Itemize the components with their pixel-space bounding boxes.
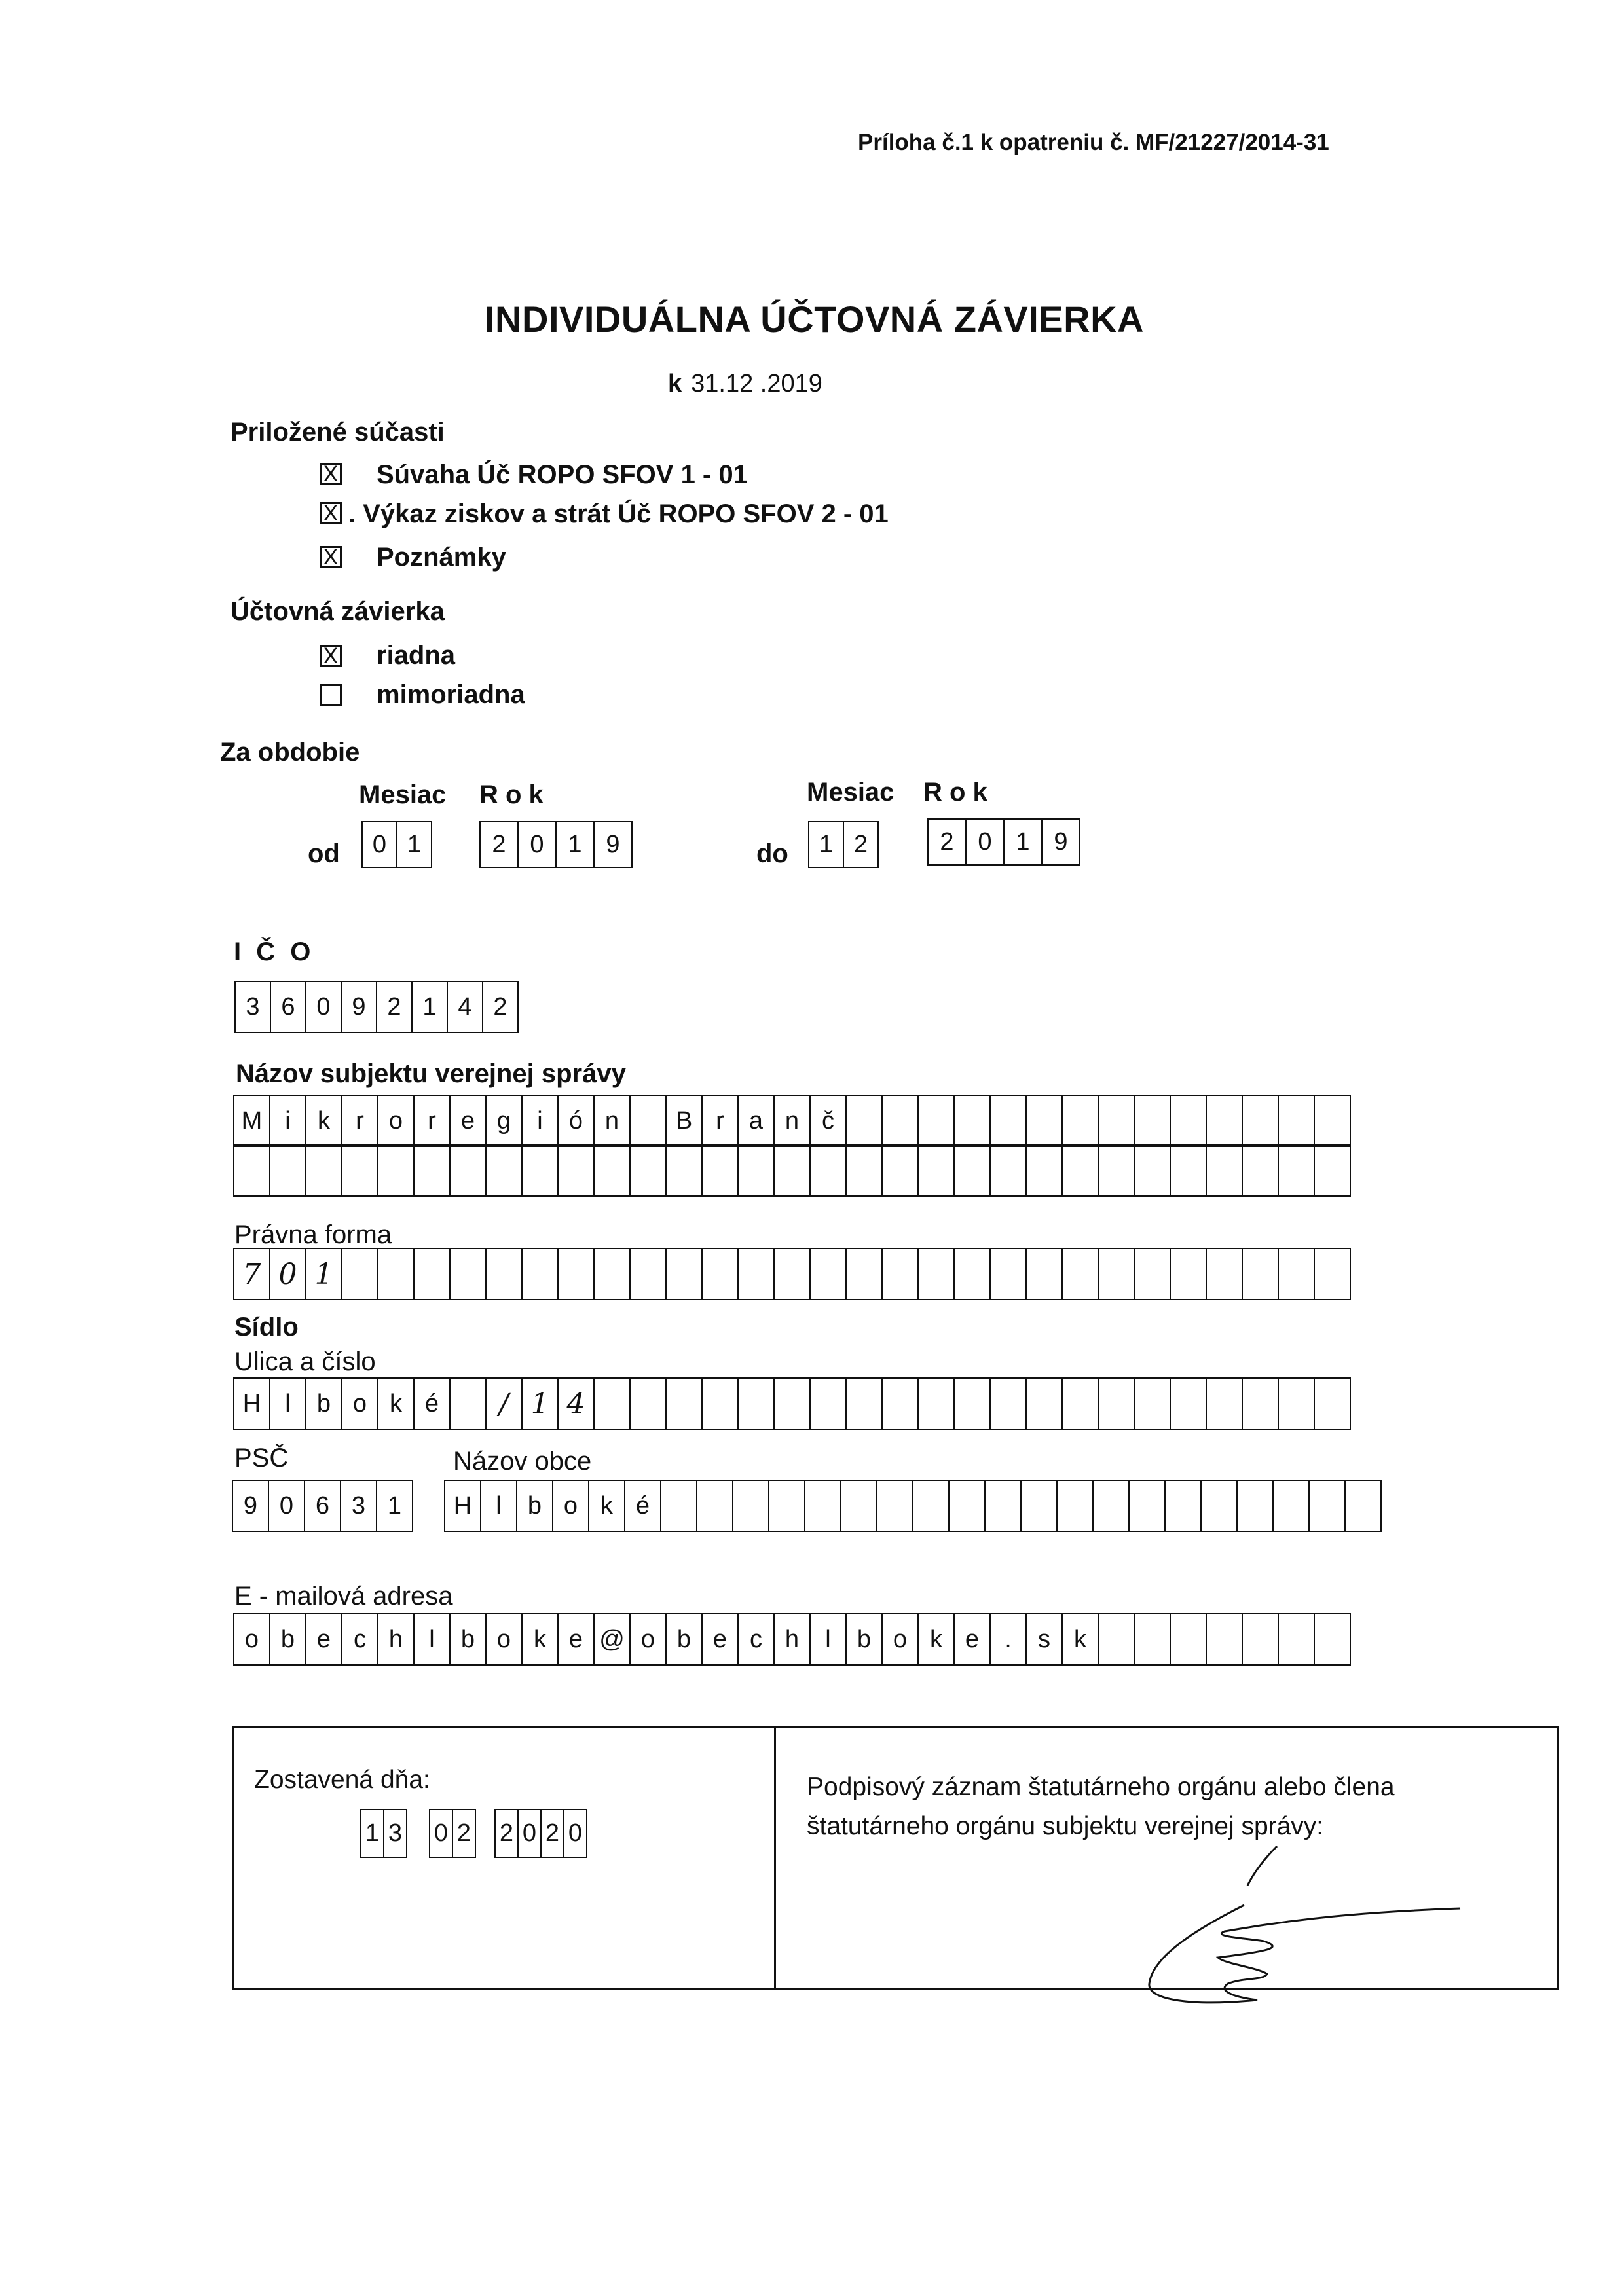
legal-form-field[interactable]: [234, 1249, 1351, 1300]
char-cell[interactable]: [1242, 1613, 1279, 1666]
char-cell[interactable]: o: [341, 1377, 378, 1430]
char-cell[interactable]: [521, 1248, 559, 1300]
char-cell[interactable]: o: [629, 1613, 667, 1666]
char-cell[interactable]: H: [444, 1480, 481, 1532]
digit-cell[interactable]: 0: [563, 1809, 587, 1858]
attachment-checkbox-balance[interactable]: X: [320, 463, 342, 485]
digit-cell[interactable]: 1: [396, 821, 432, 868]
signature-stroke: [1149, 1905, 1460, 2003]
char-cell[interactable]: e: [449, 1095, 487, 1147]
char-cell[interactable]: 3: [340, 1480, 377, 1532]
char-cell[interactable]: [917, 1377, 955, 1430]
char-cell[interactable]: l: [269, 1377, 306, 1430]
digit-cell[interactable]: 0: [965, 818, 1005, 866]
digit-cell[interactable]: 1: [360, 1809, 384, 1858]
char-cell[interactable]: g: [485, 1095, 523, 1147]
digit-cell[interactable]: 2: [927, 818, 967, 866]
char-cell[interactable]: 3: [234, 981, 271, 1033]
period-from-month-label: Mesiac: [359, 780, 447, 809]
char-cell[interactable]: h: [377, 1613, 415, 1666]
char-cell[interactable]: [881, 1144, 919, 1197]
char-cell[interactable]: [845, 1144, 883, 1197]
char-cell[interactable]: [1242, 1095, 1279, 1147]
char-cell[interactable]: [917, 1248, 955, 1300]
char-cell[interactable]: [809, 1248, 847, 1300]
digit-cell[interactable]: 2: [479, 821, 519, 868]
char-cell[interactable]: [629, 1377, 667, 1430]
char-cell[interactable]: [809, 1144, 847, 1197]
char-cell[interactable]: [1061, 1095, 1099, 1147]
char-cell[interactable]: [1344, 1480, 1382, 1532]
char-cell[interactable]: [1206, 1144, 1243, 1197]
psc-field[interactable]: [233, 1481, 413, 1532]
char-cell[interactable]: [660, 1480, 697, 1532]
attachment-checkbox-notes[interactable]: X: [320, 546, 342, 568]
char-cell[interactable]: [1308, 1480, 1346, 1532]
char-cell[interactable]: b: [269, 1613, 306, 1666]
period-from-label: od: [308, 839, 340, 868]
char-cell[interactable]: [485, 1144, 523, 1197]
char-cell[interactable]: [1314, 1377, 1351, 1430]
char-cell[interactable]: [1025, 1144, 1063, 1197]
digit-cell[interactable]: 1: [808, 821, 844, 868]
char-cell[interactable]: l: [413, 1613, 451, 1666]
char-cell[interactable]: k: [1061, 1613, 1099, 1666]
char-cell[interactable]: [1025, 1095, 1063, 1147]
form-reference: Príloha č.1 k opatreniu č. MF/21227/2014-31: [858, 130, 1329, 155]
char-cell[interactable]: e: [701, 1613, 739, 1666]
char-cell[interactable]: [521, 1144, 559, 1197]
attachments-heading: Priložené súčasti: [231, 418, 445, 446]
char-cell[interactable]: [881, 1095, 919, 1147]
digit-cell[interactable]: 0: [517, 821, 557, 868]
as-of-value: 31.12 .2019: [691, 370, 822, 397]
attachment-checkbox-income[interactable]: X: [320, 502, 342, 524]
char-cell[interactable]: 0: [268, 1480, 305, 1532]
char-cell[interactable]: [1020, 1480, 1058, 1532]
char-cell[interactable]: [593, 1144, 631, 1197]
char-cell[interactable]: [1170, 1095, 1207, 1147]
char-cell[interactable]: [1134, 1095, 1171, 1147]
char-cell[interactable]: r: [413, 1095, 451, 1147]
period-from-year[interactable]: [481, 822, 633, 868]
char-cell[interactable]: [953, 1248, 991, 1300]
char-cell[interactable]: [881, 1377, 919, 1430]
char-cell[interactable]: [917, 1095, 955, 1147]
char-cell[interactable]: [665, 1144, 703, 1197]
char-cell[interactable]: h: [773, 1613, 811, 1666]
char-cell[interactable]: [701, 1377, 739, 1430]
period-heading: Za obdobie: [220, 738, 360, 767]
digit-cell[interactable]: 2: [452, 1809, 476, 1858]
char-cell[interactable]: [557, 1248, 595, 1300]
char-cell[interactable]: n: [593, 1095, 631, 1147]
char-cell[interactable]: [989, 1248, 1027, 1300]
char-cell[interactable]: [989, 1377, 1027, 1430]
char-cell[interactable]: [809, 1377, 847, 1430]
char-cell[interactable]: [233, 1144, 270, 1197]
seat-heading: Sídlo: [234, 1313, 299, 1341]
street-field[interactable]: [234, 1379, 1351, 1430]
char-cell[interactable]: b: [305, 1377, 342, 1430]
period-to-year-label: R o k: [923, 778, 987, 807]
compiled-year[interactable]: [496, 1810, 587, 1858]
char-cell[interactable]: [269, 1144, 306, 1197]
char-cell[interactable]: [917, 1144, 955, 1197]
char-cell[interactable]: l: [809, 1613, 847, 1666]
digit-cell[interactable]: 2: [843, 821, 879, 868]
char-cell[interactable]: .: [989, 1613, 1027, 1666]
digit-cell[interactable]: 9: [1041, 818, 1080, 866]
char-cell[interactable]: k: [588, 1480, 625, 1532]
char-cell[interactable]: [1098, 1377, 1135, 1430]
char-cell[interactable]: [377, 1144, 415, 1197]
char-cell[interactable]: c: [737, 1613, 775, 1666]
char-cell[interactable]: b: [449, 1613, 487, 1666]
char-cell[interactable]: [341, 1144, 378, 1197]
char-cell[interactable]: [1056, 1480, 1094, 1532]
char-cell[interactable]: [1314, 1613, 1351, 1666]
char-cell[interactable]: [773, 1377, 811, 1430]
char-cell[interactable]: [984, 1480, 1022, 1532]
attachment-label-notes: Poznámky: [377, 543, 506, 572]
char-cell[interactable]: [1170, 1377, 1207, 1430]
char-cell[interactable]: [953, 1095, 991, 1147]
char-cell[interactable]: [804, 1480, 841, 1532]
compiled-day[interactable]: [361, 1810, 407, 1858]
char-cell[interactable]: 2: [482, 981, 519, 1033]
char-cell[interactable]: s: [1025, 1613, 1063, 1666]
char-cell[interactable]: [1206, 1095, 1243, 1147]
char-cell[interactable]: [1278, 1144, 1315, 1197]
char-cell[interactable]: H: [233, 1377, 270, 1430]
char-cell[interactable]: o: [552, 1480, 589, 1532]
char-cell[interactable]: 4: [557, 1377, 595, 1430]
statement-label-regular: riadna: [377, 641, 456, 670]
char-cell[interactable]: [737, 1248, 775, 1300]
char-cell[interactable]: [845, 1248, 883, 1300]
char-cell[interactable]: i: [269, 1095, 306, 1147]
char-cell[interactable]: [696, 1480, 733, 1532]
char-cell[interactable]: 2: [376, 981, 413, 1033]
digit-cell[interactable]: 9: [593, 821, 633, 868]
char-cell[interactable]: [1098, 1144, 1135, 1197]
char-cell[interactable]: [953, 1144, 991, 1197]
char-cell[interactable]: [593, 1248, 631, 1300]
char-cell[interactable]: [629, 1248, 667, 1300]
char-cell[interactable]: [1200, 1480, 1238, 1532]
attachment-label-income: . Výkaz ziskov a strát Úč ROPO SFOV 2 - 01: [348, 500, 889, 528]
char-cell[interactable]: [1098, 1613, 1135, 1666]
char-cell[interactable]: [1314, 1248, 1351, 1300]
char-cell[interactable]: e: [305, 1613, 342, 1666]
as-of-date: [668, 370, 822, 398]
char-cell[interactable]: [768, 1480, 805, 1532]
period-to-month-label: Mesiac: [807, 778, 895, 807]
char-cell[interactable]: [449, 1144, 487, 1197]
char-cell[interactable]: b: [516, 1480, 553, 1532]
char-cell[interactable]: [1314, 1144, 1351, 1197]
char-cell[interactable]: [1278, 1613, 1315, 1666]
psc-label: PSČ: [234, 1444, 289, 1472]
char-cell[interactable]: @: [593, 1613, 631, 1666]
char-cell[interactable]: [1242, 1144, 1279, 1197]
char-cell[interactable]: /: [485, 1377, 523, 1430]
char-cell[interactable]: 6: [304, 1480, 341, 1532]
statement-type-heading: Účtovná závierka: [231, 597, 445, 626]
char-cell[interactable]: [1134, 1613, 1171, 1666]
char-cell[interactable]: [773, 1248, 811, 1300]
attachment-label-balance: Súvaha Úč ROPO SFOV 1 - 01: [377, 460, 748, 489]
char-cell[interactable]: [1098, 1095, 1135, 1147]
char-cell[interactable]: [1206, 1377, 1243, 1430]
char-cell[interactable]: [629, 1144, 667, 1197]
char-cell[interactable]: 0: [305, 981, 342, 1033]
digit-cell[interactable]: 3: [383, 1809, 407, 1858]
char-cell[interactable]: [845, 1377, 883, 1430]
char-cell[interactable]: [1025, 1248, 1063, 1300]
char-cell[interactable]: 1: [521, 1377, 559, 1430]
char-cell[interactable]: [1092, 1480, 1130, 1532]
statement-checkbox-regular[interactable]: X: [320, 645, 342, 667]
char-cell[interactable]: a: [737, 1095, 775, 1147]
period-from-year-label: R o k: [479, 780, 544, 809]
char-cell[interactable]: [1134, 1144, 1171, 1197]
city-label: Názov obce: [453, 1447, 592, 1476]
char-cell[interactable]: [485, 1248, 523, 1300]
char-cell[interactable]: 0: [269, 1248, 306, 1300]
char-cell[interactable]: [701, 1248, 739, 1300]
ico-label: I Č O: [234, 938, 315, 966]
char-cell[interactable]: o: [233, 1613, 270, 1666]
compiled-label: Zostavená dňa:: [254, 1766, 430, 1794]
char-cell[interactable]: o: [377, 1095, 415, 1147]
char-cell[interactable]: c: [341, 1613, 378, 1666]
footer-divider: [774, 1726, 776, 1990]
char-cell[interactable]: [1206, 1248, 1243, 1300]
digit-cell[interactable]: 0: [361, 821, 397, 868]
char-cell[interactable]: [449, 1377, 487, 1430]
char-cell[interactable]: [953, 1377, 991, 1430]
char-cell[interactable]: [413, 1248, 451, 1300]
char-cell[interactable]: [665, 1377, 703, 1430]
char-cell[interactable]: 1: [376, 1480, 413, 1532]
char-cell[interactable]: [701, 1144, 739, 1197]
char-cell[interactable]: [413, 1144, 451, 1197]
char-cell[interactable]: [1170, 1248, 1207, 1300]
char-cell[interactable]: [1061, 1144, 1099, 1197]
char-cell[interactable]: k: [377, 1377, 415, 1430]
char-cell[interactable]: e: [953, 1613, 991, 1666]
char-cell[interactable]: [557, 1144, 595, 1197]
period-to-year[interactable]: [929, 820, 1080, 866]
char-cell[interactable]: [912, 1480, 950, 1532]
char-cell[interactable]: k: [917, 1613, 955, 1666]
char-cell[interactable]: b: [845, 1613, 883, 1666]
signature-scribble: [1113, 1833, 1545, 2016]
char-cell[interactable]: [665, 1248, 703, 1300]
compiled-month[interactable]: [430, 1810, 476, 1858]
char-cell[interactable]: é: [624, 1480, 661, 1532]
char-cell[interactable]: [1164, 1480, 1202, 1532]
char-cell[interactable]: č: [809, 1095, 847, 1147]
statement-checkbox-extraordinary[interactable]: [320, 684, 342, 706]
char-cell[interactable]: [881, 1248, 919, 1300]
char-cell[interactable]: M: [233, 1095, 270, 1147]
entity-name-row1[interactable]: [234, 1096, 1351, 1147]
char-cell[interactable]: ó: [557, 1095, 595, 1147]
char-cell[interactable]: [1061, 1377, 1099, 1430]
char-cell[interactable]: [377, 1248, 415, 1300]
char-cell[interactable]: é: [413, 1377, 451, 1430]
char-cell[interactable]: [1061, 1248, 1099, 1300]
char-cell[interactable]: 9: [232, 1480, 269, 1532]
char-cell[interactable]: r: [701, 1095, 739, 1147]
char-cell[interactable]: [989, 1095, 1027, 1147]
statement-label-extraordinary: mimoriadna: [377, 680, 525, 709]
char-cell[interactable]: [1236, 1480, 1274, 1532]
signature-stroke: [1247, 1846, 1277, 1886]
char-cell[interactable]: n: [773, 1095, 811, 1147]
digit-cell[interactable]: 1: [1003, 818, 1043, 866]
char-cell[interactable]: [1134, 1248, 1171, 1300]
digit-cell[interactable]: 1: [555, 821, 595, 868]
char-cell[interactable]: o: [485, 1613, 523, 1666]
char-cell[interactable]: [876, 1480, 913, 1532]
digit-cell[interactable]: 2: [540, 1809, 564, 1858]
char-cell[interactable]: [1278, 1377, 1315, 1430]
char-cell[interactable]: 1: [411, 981, 448, 1033]
entity-name-label: Názov subjektu verejnej správy: [236, 1059, 626, 1088]
char-cell[interactable]: [732, 1480, 769, 1532]
char-cell[interactable]: [1134, 1377, 1171, 1430]
char-cell[interactable]: 7: [233, 1248, 270, 1300]
char-cell[interactable]: [1272, 1480, 1310, 1532]
period-to-label: do: [756, 839, 788, 868]
legal-form-label: Právna forma: [234, 1220, 392, 1249]
signature-caption-line2: štatutárneho orgánu subjektu verejnej správy:: [807, 1812, 1324, 1840]
char-cell[interactable]: [773, 1144, 811, 1197]
char-cell[interactable]: [1170, 1613, 1207, 1666]
char-cell[interactable]: [449, 1248, 487, 1300]
char-cell[interactable]: [341, 1248, 378, 1300]
char-cell[interactable]: [737, 1377, 775, 1430]
street-label: Ulica a číslo: [234, 1347, 376, 1376]
char-cell[interactable]: [845, 1095, 883, 1147]
as-of-prefix: k: [668, 370, 682, 397]
char-cell[interactable]: [1025, 1377, 1063, 1430]
char-cell[interactable]: r: [341, 1095, 378, 1147]
char-cell[interactable]: [629, 1095, 667, 1147]
char-cell[interactable]: e: [557, 1613, 595, 1666]
char-cell[interactable]: [1098, 1248, 1135, 1300]
char-cell[interactable]: B: [665, 1095, 703, 1147]
char-cell[interactable]: [840, 1480, 877, 1532]
city-field[interactable]: [445, 1481, 1382, 1532]
char-cell[interactable]: l: [480, 1480, 517, 1532]
period-from-month[interactable]: [363, 822, 432, 868]
char-cell[interactable]: o: [881, 1613, 919, 1666]
char-cell[interactable]: [1278, 1248, 1315, 1300]
char-cell[interactable]: [1314, 1095, 1351, 1147]
digit-cell[interactable]: 0: [517, 1809, 542, 1858]
char-cell[interactable]: k: [305, 1095, 342, 1147]
char-cell[interactable]: k: [521, 1613, 559, 1666]
ico-field[interactable]: [236, 982, 519, 1033]
char-cell[interactable]: [1242, 1377, 1279, 1430]
char-cell[interactable]: [1206, 1613, 1243, 1666]
email-label: E - mailová adresa: [234, 1582, 453, 1611]
char-cell[interactable]: [1128, 1480, 1166, 1532]
char-cell[interactable]: i: [521, 1095, 559, 1147]
char-cell[interactable]: [1278, 1095, 1315, 1147]
signature-caption-line1: Podpisový záznam štatutárneho orgánu alebo člena: [807, 1773, 1395, 1801]
period-to-month[interactable]: [809, 822, 879, 868]
char-cell[interactable]: 4: [447, 981, 483, 1033]
char-cell[interactable]: 9: [341, 981, 377, 1033]
page-title: INDIVIDUÁLNA ÚČTOVNÁ ZÁVIERKA: [485, 299, 1144, 340]
char-cell[interactable]: [948, 1480, 986, 1532]
char-cell[interactable]: [1170, 1144, 1207, 1197]
char-cell[interactable]: [989, 1144, 1027, 1197]
char-cell[interactable]: [593, 1377, 631, 1430]
char-cell[interactable]: [1242, 1248, 1279, 1300]
email-field[interactable]: [234, 1614, 1351, 1666]
entity-name-row2[interactable]: [234, 1146, 1351, 1197]
char-cell[interactable]: 1: [305, 1248, 342, 1300]
char-cell[interactable]: 6: [270, 981, 306, 1033]
char-cell[interactable]: [305, 1144, 342, 1197]
char-cell[interactable]: b: [665, 1613, 703, 1666]
digit-cell[interactable]: 0: [429, 1809, 453, 1858]
char-cell[interactable]: [737, 1144, 775, 1197]
digit-cell[interactable]: 2: [494, 1809, 519, 1858]
